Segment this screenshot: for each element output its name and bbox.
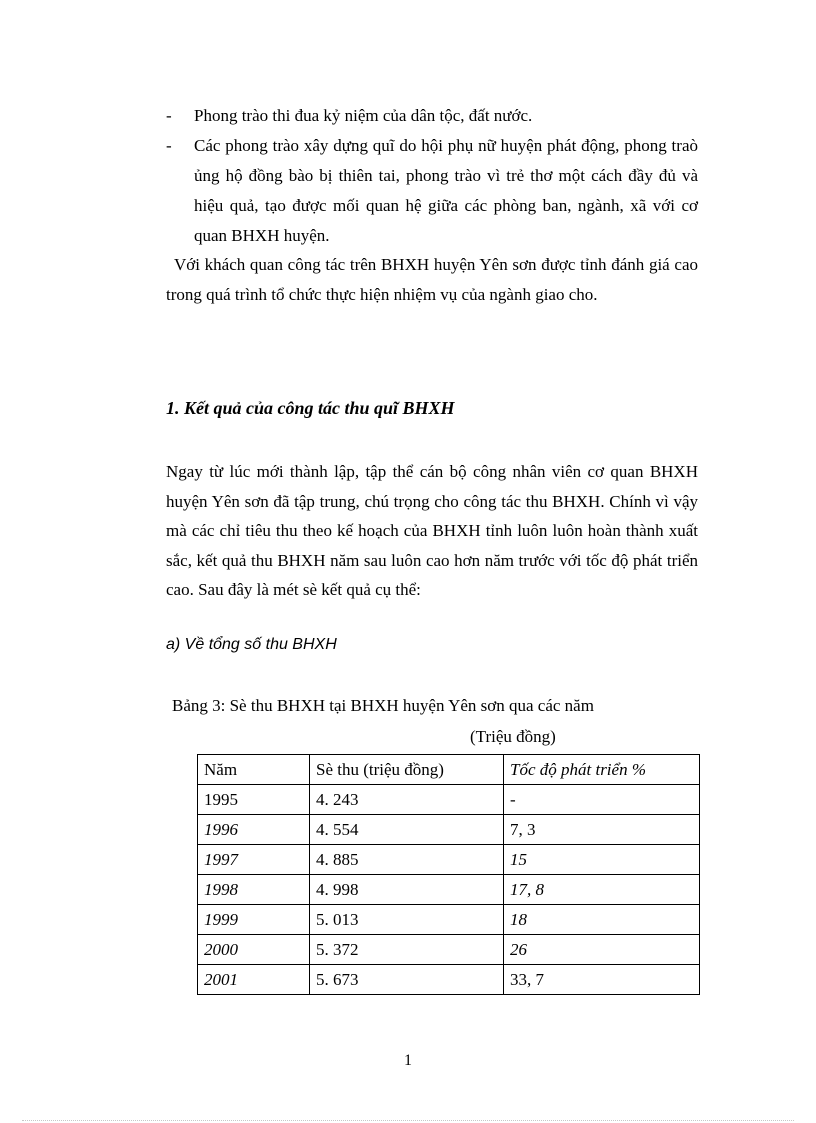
table-header-row (198, 755, 700, 785)
cell-growth: 18 (504, 905, 700, 935)
cell-amount: 4. 243 (310, 785, 504, 815)
page-bottom-divider (22, 1120, 794, 1121)
bullet-item (166, 101, 698, 131)
table-unit: (Triệu đồng) (470, 727, 556, 746)
table-row (198, 935, 700, 965)
section-heading: 1. Kết quả của công tác thu quĩ BHXH (166, 398, 455, 418)
cell-year: 1997 (198, 845, 310, 875)
cell-growth: 17, 8 (504, 875, 700, 905)
cell-year: 1996 (198, 815, 310, 845)
paragraph-results: Ngay từ lúc mới thành lập, tập thể cán bộ công nhân viên cơ quan BHXH huyện Yên sơn đã tập trung, chú trọng cho công tác thu BHXH. Chính vì vậy mà các chỉ tiêu thu theo kế hoạch của BHXH tỉnh luôn luôn hoàn thành xuất sắc, kết quả thu BHXH năm sau luôn cao hơn năm trước với tốc độ phát triển cao. Sau đây là mét sè kết quả cụ thể: (166, 462, 698, 599)
bullet-text: Các phong trào xây dựng quĩ do hội phụ nữ huyện phát động, phong traò ủng hộ đồng bào bị thiên tai, phong trào vì trẻ thơ một cách đầy đủ và hiệu quả, tạo được mối quan hệ giữa các phòng ban, ngành, xã với cơ quan BHXH huyện. (194, 136, 698, 245)
table-row (198, 845, 700, 875)
cell-amount: 5. 013 (310, 905, 504, 935)
revenue-table (197, 754, 700, 995)
header-year: Năm (198, 755, 310, 785)
header-growth: Tốc độ phát triển % (504, 755, 700, 785)
bullet-text: Phong trào thi đua kỷ niệm của dân tộc, đất nước. (194, 106, 533, 125)
cell-growth: 26 (504, 935, 700, 965)
cell-growth: 15 (504, 845, 700, 875)
table-row (198, 875, 700, 905)
table-row (198, 815, 700, 845)
table-row (198, 905, 700, 935)
cell-year: 1995 (198, 785, 310, 815)
cell-growth: - (504, 785, 700, 815)
bullet-item (166, 131, 698, 251)
bullet-marker: - (166, 106, 172, 125)
cell-amount: 5. 673 (310, 965, 504, 995)
table-row (198, 785, 700, 815)
cell-year: 2001 (198, 965, 310, 995)
cell-growth: 33, 7 (504, 965, 700, 995)
page-number: 1 (404, 1052, 412, 1069)
cell-amount: 4. 554 (310, 815, 504, 845)
header-amount: Sè thu (triệu đồng) (310, 755, 504, 785)
cell-year: 1998 (198, 875, 310, 905)
table-row (198, 965, 700, 995)
cell-growth: 7, 3 (504, 815, 700, 845)
cell-amount: 5. 372 (310, 935, 504, 965)
cell-amount: 4. 998 (310, 875, 504, 905)
table-caption: Bảng 3: Sè thu BHXH tại BHXH huyện Yên sơn qua các năm (172, 696, 594, 715)
bullet-marker: - (166, 136, 172, 155)
cell-year: 2000 (198, 935, 310, 965)
cell-year: 1999 (198, 905, 310, 935)
bullet-list (166, 101, 698, 251)
paragraph-evaluation: Với khách quan công tác trên BHXH huyện Yên sơn được tỉnh đánh giá cao trong quá trình tổ chức thực hiện nhiệm vụ của ngành giao cho. (166, 255, 698, 304)
subheading: a) Về tổng số thu BHXH (166, 636, 337, 653)
cell-amount: 4. 885 (310, 845, 504, 875)
